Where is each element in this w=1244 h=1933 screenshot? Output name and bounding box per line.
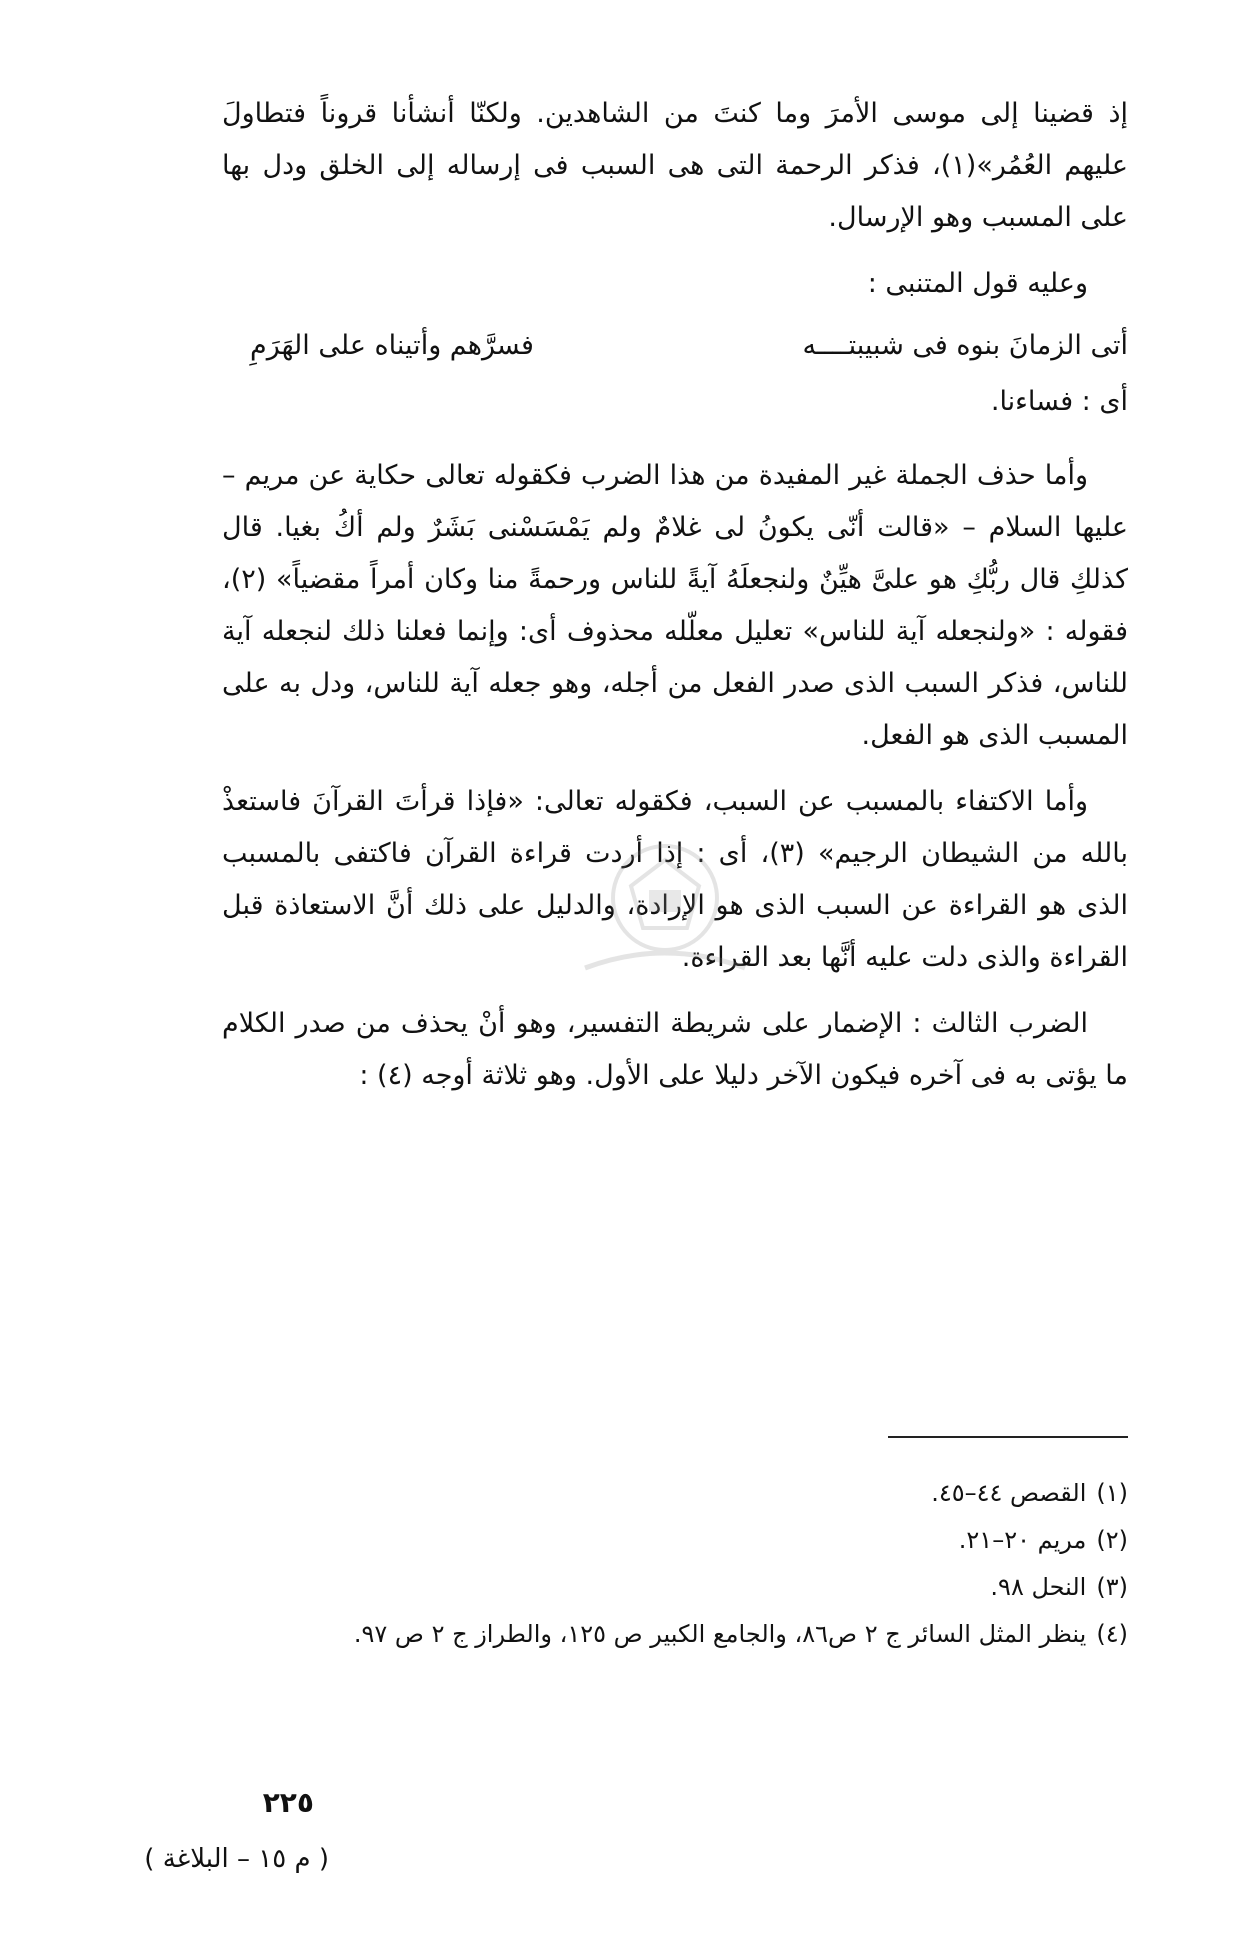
footnote-separator	[888, 1436, 1128, 1438]
main-text	[222, 88, 1128, 1102]
footnote-number: (١)	[1096, 1479, 1128, 1507]
paragraph-5: وأما الاكتفاء بالمسبب عن السبب، فكقوله تعالى: «فإذا قرأتَ القرآنَ فاستعذْ بالله من الشيطان الرجيم» (٣)، أى : إذا أردت قراءة القرآن فاكتفى بالمسبب الذى هو القراءة عن السبب الذى هو الإرادة، والدليل على ذلك أنَّ الاستعاذة قبل القراءة والذى دلت عليه أنَّها بعد القراءة.	[222, 786, 1128, 973]
footnote-item	[222, 1517, 1128, 1564]
footnote-text: ينظر المثل السائر ج ٢ ص٨٦، والجامع الكبير ص ١٢٥، والطراز ج ٢ ص ٩٧.	[353, 1620, 1087, 1648]
footnotes	[222, 1470, 1128, 1658]
printer-signature: ( م ١٥ – البلاغة )	[144, 1844, 329, 1874]
verse-second-hemistich: فسرَّهم وأتيناه على الهَرَمِ	[250, 330, 534, 361]
footnote-number: (٢)	[1096, 1526, 1128, 1554]
footnote-item	[222, 1470, 1128, 1517]
verse-first-hemistich: أتى الزمانَ بنوه فى شبيبتــــه	[802, 330, 1128, 361]
poetry-verse	[222, 320, 1128, 376]
paragraph-4: وأما حذف الجملة غير المفيدة من هذا الضرب فكقوله تعالى حكاية عن مريم – عليها السلام – «قالت أنّى يكونُ لى غلامٌ ولم يَمْسَسْنى بَشَرٌ ولم أكُ بغيا. قال كذلكِ قال ربُّكِ هو علىَّ هيِّنٌ ولنجعلَهُ آيةً للناس ورحمةً منا وكان أمراً مقضياً» (٢)، فقوله : «ولنجعله آية للناس» تعليل معلّله محذوف أى: وإنما فعلنا ذلك لنجعله آية للناس، فذكر السبب الذى صدر الفعل من أجله، وهو جعله آية للناس، ودل به على المسبب الذى هو الفعل.	[222, 460, 1128, 751]
footnote-item	[222, 1611, 1128, 1658]
paragraph-1: إذ قضينا إلى موسى الأمرَ وما كنتَ من الشاهدين. ولكنّا أنشأنا قروناً فتطاولَ عليهم العُمُر»(١)، فذكر الرحمة التى هى السبب فى إرساله إلى الخلق ودل بها على المسبب وهو الإرسال.	[222, 98, 1128, 233]
paragraph-2: وعليه قول المتنبى :	[867, 268, 1088, 299]
footnote-text: القصص ٤٤–٤٥.	[931, 1479, 1087, 1507]
footnote-item	[222, 1564, 1128, 1611]
footnote-number: (٤)	[1096, 1620, 1128, 1648]
footnote-number: (٣)	[1096, 1573, 1128, 1601]
footnote-text: مريم ٢٠–٢١.	[958, 1526, 1087, 1554]
paragraph-3: أى : فساءنا.	[990, 386, 1128, 417]
footnote-text: النحل ٩٨.	[990, 1573, 1087, 1601]
paragraph-6: الضرب الثالث : الإضمار على شريطة التفسير، وهو أنْ يحذف من صدر الكلام ما يؤتى به فى آخره فيكون الآخر دليلا على الأول. وهو ثلاثة أوجه (٤) :	[222, 1008, 1128, 1091]
page-number: ٢٢٥	[262, 1786, 314, 1819]
